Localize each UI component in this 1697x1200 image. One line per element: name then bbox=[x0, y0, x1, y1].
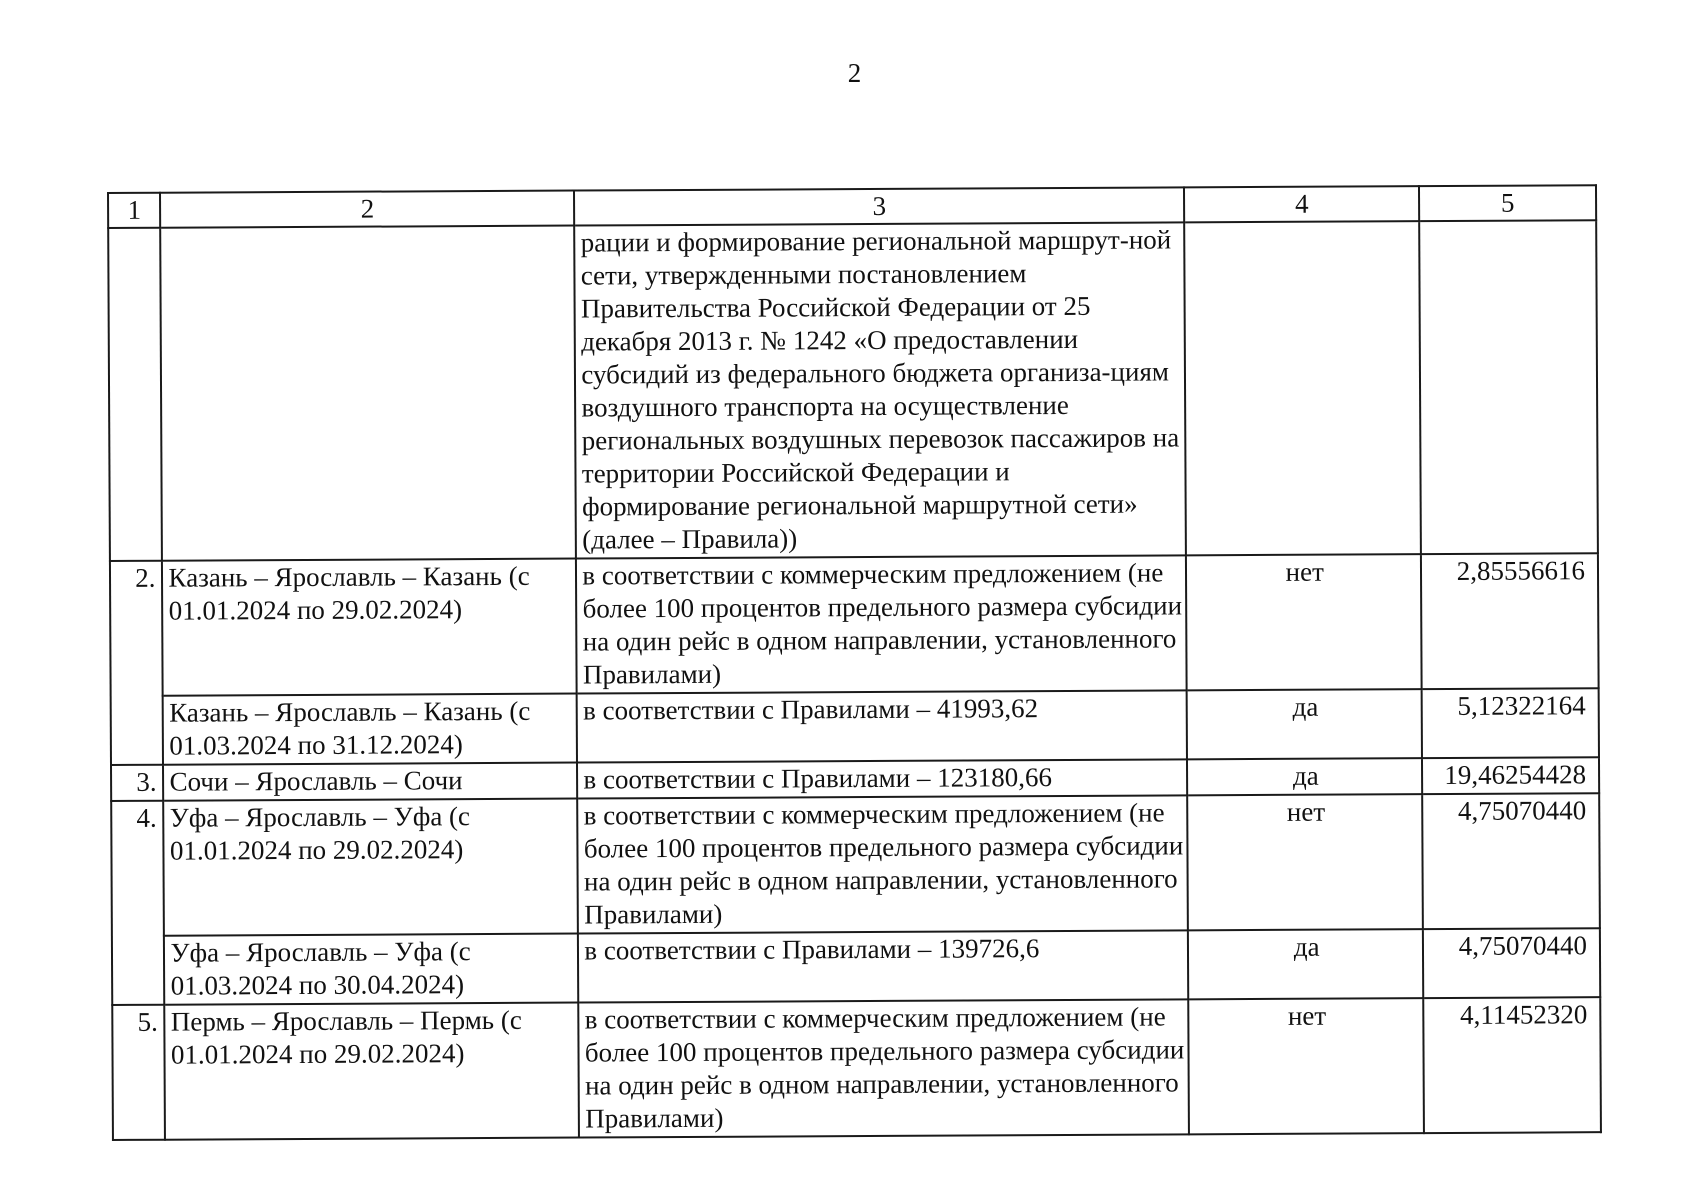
value-cell: 4,75070440 bbox=[1423, 928, 1600, 998]
table-row bbox=[112, 997, 1601, 1140]
flag-cell: да bbox=[1187, 758, 1422, 795]
route-cell: Казань – Ярославль – Казань (с 01.01.2024 по 29.02.2024) bbox=[162, 559, 577, 696]
cost-cell: в соответствии с Правилами – 139726,6 bbox=[578, 930, 1188, 1002]
table-row bbox=[111, 793, 1600, 936]
row-number: 5. bbox=[112, 1005, 165, 1140]
cost-cell: в соответствии с коммерческим предложением (не более 100 процентов предельного размера субсидии на один рейс в одном направлении, установленного Правилами) bbox=[578, 795, 1188, 933]
cost-cell: в соответствии с коммерческим предложением (не более 100 процентов предельного размера субсидии на один рейс в одном направлении, установленного Правилами) bbox=[579, 999, 1189, 1137]
route-cell: Казань – Ярославль – Казань (с 01.03.2024 по 31.12.2024) bbox=[163, 694, 577, 765]
table-row bbox=[110, 553, 1599, 696]
value-cell: 4,75070440 bbox=[1422, 793, 1599, 929]
route-cell: Сочи – Ярославль – Сочи bbox=[163, 763, 577, 801]
flag-cell: нет bbox=[1187, 794, 1423, 930]
flag-cell: нет bbox=[1188, 998, 1424, 1134]
header-col-4: 4 bbox=[1184, 186, 1419, 222]
table-row bbox=[111, 688, 1599, 765]
route-cell: Уфа – Ярославль – Уфа (с 01.03.2024 по 30.04.2024) bbox=[164, 934, 578, 1005]
row-number: 2. bbox=[110, 561, 164, 765]
table-row bbox=[112, 928, 1600, 1005]
header-col-2: 2 bbox=[160, 191, 574, 228]
header-col-5: 5 bbox=[1419, 185, 1596, 221]
route-cell bbox=[161, 226, 577, 561]
cost-cell: в соответствии с Правилами – 41993,62 bbox=[577, 690, 1187, 762]
header-col-3: 3 bbox=[574, 187, 1184, 225]
flag-cell: нет bbox=[1186, 554, 1422, 690]
cost-cell: в соответствии с Правилами – 123180,66 bbox=[577, 759, 1187, 798]
row-number: 4. bbox=[111, 801, 165, 1005]
cost-cell: в соответствии с коммерческим предложением (не более 100 процентов предельного размера субсидии на один рейс в одном направлении, установленного Правилами) bbox=[576, 555, 1186, 693]
cost-cell: рации и формирование региональной маршрут-ной сети, утвержденными постановлением Правительства Российской Федерации от 25 декабря 2013 г. № 1242 «О предоставлении субсидий из федерального бюджета организа-циям воздушного транспорта на осуществление региональных воздушных перевозок пассажиров на территории Российской Федерации и формирование региональной маршрутной сети» (далее – Правила)) bbox=[575, 222, 1186, 558]
route-cell: Уфа – Ярославль – Уфа (с 01.01.2024 по 29.02.2024) bbox=[164, 799, 579, 936]
page-number: 2 bbox=[847, 58, 862, 88]
flag-cell: да bbox=[1187, 689, 1423, 759]
route-cell: Пермь – Ярославль – Пермь (с 01.01.2024 по 29.02.2024) bbox=[165, 1003, 580, 1140]
value-cell: 19,46254428 bbox=[1422, 757, 1599, 794]
value-cell bbox=[1419, 220, 1597, 554]
header-col-1: 1 bbox=[108, 193, 161, 228]
flag-cell bbox=[1184, 221, 1421, 555]
value-cell: 4,11452320 bbox=[1424, 997, 1601, 1133]
value-cell: 5,12322164 bbox=[1422, 688, 1599, 758]
row-number: 3. bbox=[111, 765, 164, 801]
table-row bbox=[108, 220, 1598, 561]
flag-cell: да bbox=[1188, 929, 1424, 999]
subsidy-table bbox=[107, 184, 1602, 1141]
value-cell: 2,85556616 bbox=[1421, 553, 1598, 689]
row-number bbox=[108, 228, 162, 561]
